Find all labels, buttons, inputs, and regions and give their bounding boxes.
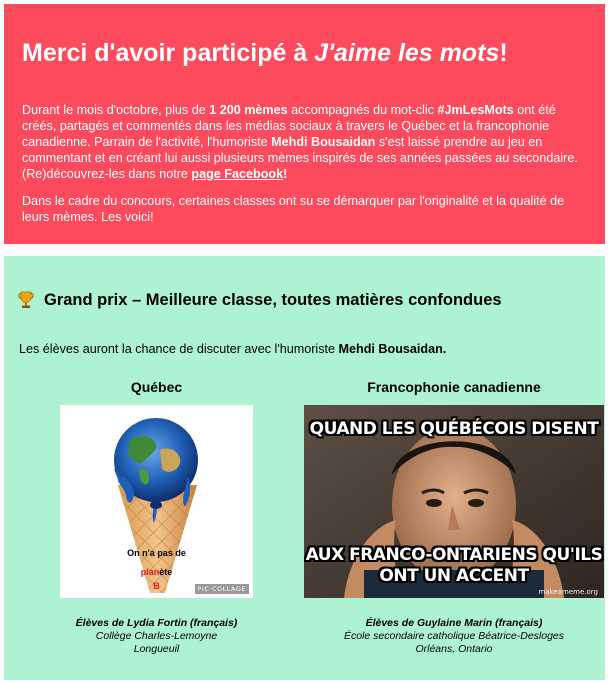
quebec-winner-school: Collège Charles-Lemoyne: [95, 630, 218, 642]
makeameme-watermark: makeameme.org: [538, 588, 598, 596]
meme-caption-line1: On n'a pas de: [127, 548, 186, 558]
francophonie-winner-caption: [304, 617, 604, 656]
francophonie-meme-image: [304, 405, 604, 598]
banner-paragraph-intro: Durant le mois d'octobre, plus de 1 200 mèmes accompagnés du mot-clic #JmLesMots ont été créés, partagés et commentés dans les médias sociaux à travers le Québec et la francophonie canadienne. Parrain de l'activité, l'humoriste Mehdi Bousaidan s'est laissé prendre au jeu en commentant et en créant lui aussi plusieurs mèmes inspirés de ses années passées au secondaire. (Re)découvrez-les dans notre page Facebook!: [22, 103, 578, 181]
banner-title: [22, 38, 508, 68]
sponsor-name: Mehdi Bousaidan: [271, 135, 376, 149]
grand-prix-description: Les élèves auront la chance de discuter avec l'humoriste Mehdi Bousaidan.: [19, 342, 447, 356]
comedian-name: Mehdi Bousaidan.: [338, 342, 447, 356]
quebec-heading: Québec: [130, 379, 183, 395]
quebec-winner-caption: [60, 617, 253, 656]
meme-caption-line2: planète: [140, 567, 173, 577]
banner-title-prefix: Merci d'avoir participé à: [22, 39, 315, 67]
francophonie-winner-school: École secondaire catholique Béatrice-Desloges: [343, 630, 565, 642]
pic-collage-watermark: PIC·COLLAGE: [195, 584, 249, 594]
trophy-icon: [16, 290, 36, 310]
facebook-page-link[interactable]: page Facebook: [191, 167, 284, 181]
grand-prix-title: Grand prix – Meilleure classe, toutes matières confondues: [44, 290, 502, 309]
banner-title-suffix: !: [499, 39, 508, 67]
meme-count: 1 200 mèmes: [209, 103, 288, 117]
meme-caption-line3: B: [153, 581, 160, 591]
quebec-winner-teacher: Élèves de Lydia Fortin (français): [75, 617, 238, 629]
francophonie-winner-teacher: Élèves de Guylaine Marin (français): [365, 617, 543, 629]
banner-paragraph-contest: Dans le cadre du concours, certaines classes ont su se démarquer par l'originalité et la qualité de leurs mèmes. Les voici!: [22, 194, 565, 224]
meme-bottom-text: AUX FRANCO-ONTARIENS QU'ILS ONT UN ACCENT: [305, 545, 603, 586]
quebec-winner-city: Longueuil: [133, 643, 180, 655]
banner-title-emphasis: J'aime les mots: [314, 39, 500, 67]
grand-prix-heading: [16, 290, 502, 310]
meme-top-text: QUAND LES QUÉBÉCOIS DISENT: [309, 419, 599, 439]
thank-you-banner: [4, 4, 605, 244]
francophonie-winner-city: Orléans, Ontario: [415, 643, 493, 655]
francophonie-heading: Francophonie canadienne: [367, 379, 541, 395]
hashtag: #JmLesMots: [437, 103, 514, 117]
quebec-meme-image: [60, 405, 253, 598]
